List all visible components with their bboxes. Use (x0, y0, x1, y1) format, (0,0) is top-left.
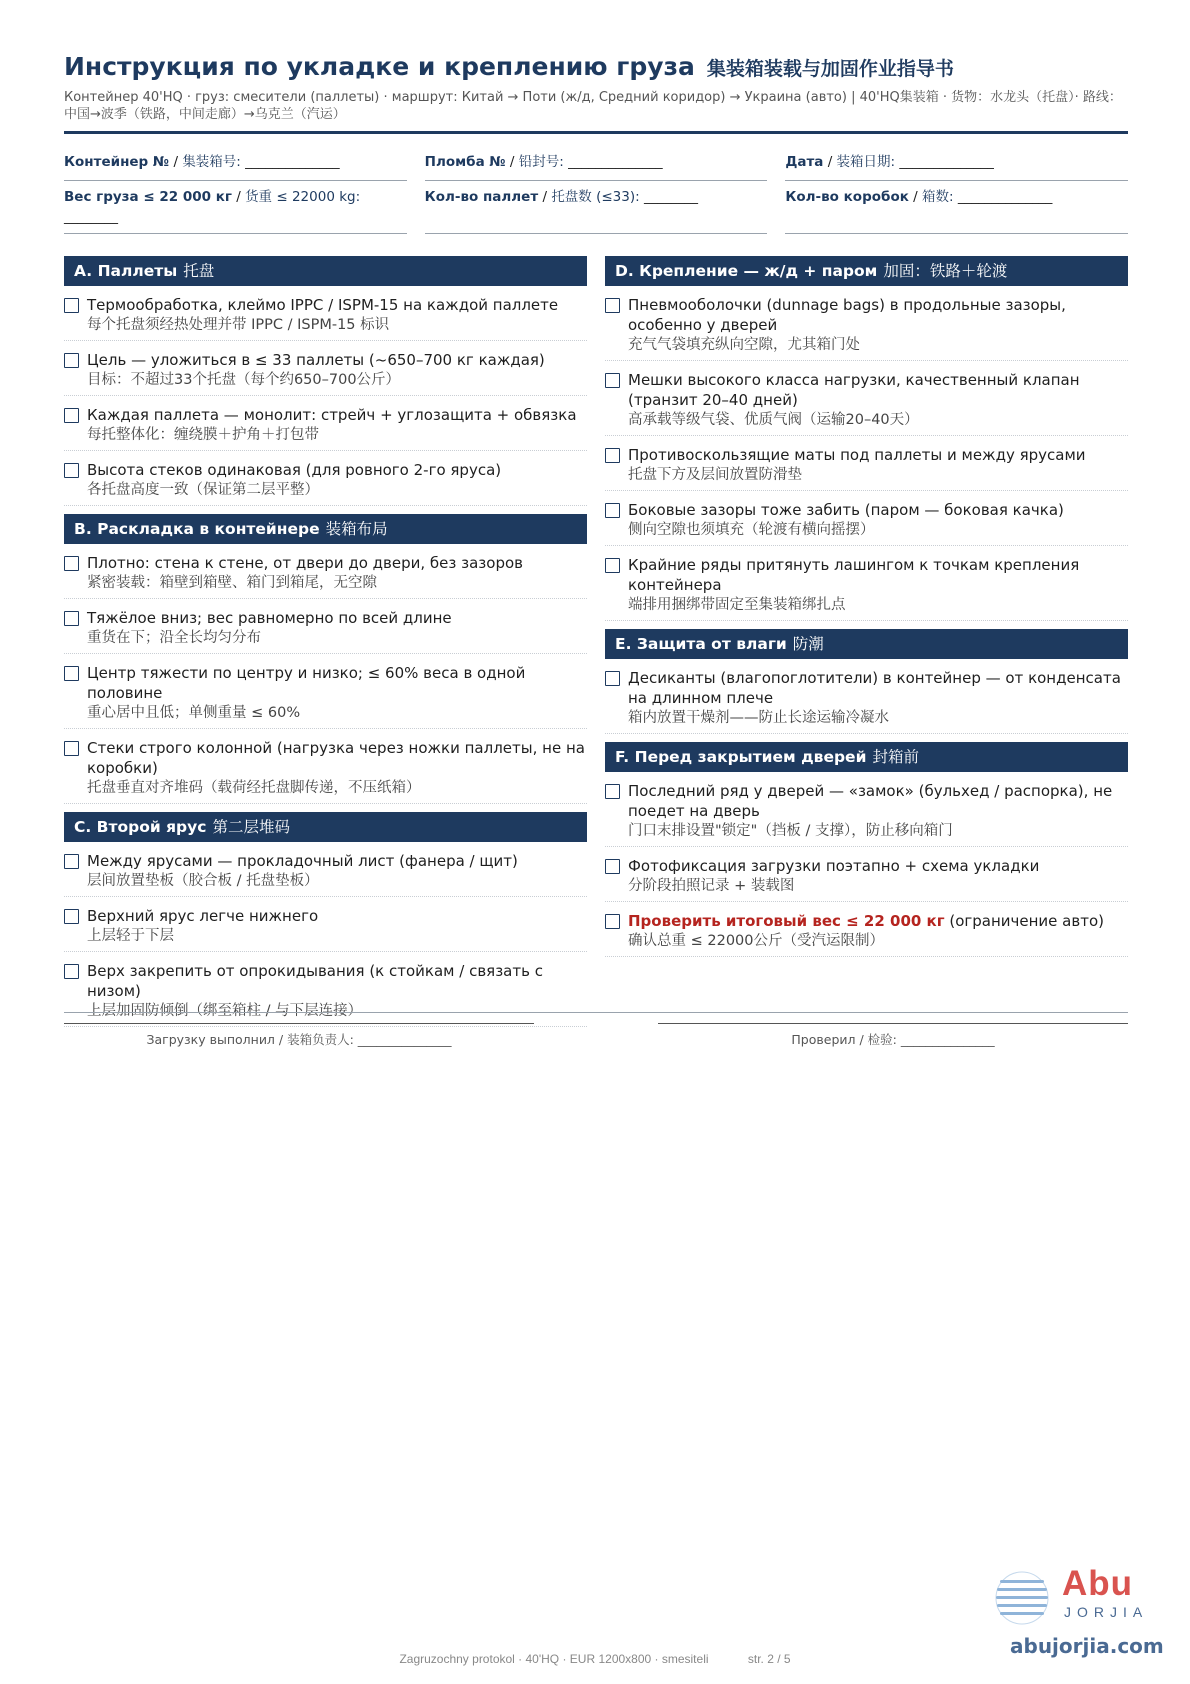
checkbox[interactable] (605, 859, 620, 874)
footer-doc-info: Zagruzochny protokol · 40'HQ · EUR 1200x800 · smesiteli (399, 1652, 709, 1666)
title-row (64, 52, 1128, 81)
header-fields (64, 146, 1128, 234)
signature-loaded-by[interactable]: Загрузку выполнил / 装箱负责人: _______________ (64, 1023, 534, 1048)
checkbox[interactable] (64, 741, 79, 756)
checkbox[interactable] (64, 611, 79, 626)
list-item: Мешки высокого класса нагрузки, качественный клапан (транзит 20–40 дней) 高承载等级气袋、优质气阀（运输20–40天） (605, 361, 1128, 436)
logo-url[interactable]: abujorjia.com (1010, 1634, 1164, 1658)
list-item: Последний ряд у дверей — «замок» (бульхед / распорка), не поедет на дверь 门口末排设置"锁定"（挡板 / 支撑），防止移向箱门 (605, 772, 1128, 847)
checkbox[interactable] (64, 556, 79, 571)
page-title-cn: 集装箱装载与加固作业指导书 (706, 58, 954, 80)
checkbox[interactable] (64, 298, 79, 313)
list-item: Цель — уложиться в ≤ 33 паллеты (~650–700 кг каждая) 目标：不超过33个托盘（每个约650–700公斤） (64, 341, 587, 396)
field-date[interactable]: Дата / 装箱日期: ______________ (785, 146, 1128, 181)
checkbox[interactable] (605, 298, 620, 313)
list-item: Боковые зазоры тоже забить (паром — боковая качка) 侧向空隙也须填充（轮渡有横向摇摆） (605, 491, 1128, 546)
field-pallets[interactable]: Кол-во паллет / 托盘数 (≤33): ________ (425, 181, 768, 234)
list-item: Десиканты (влагопоглотители) в контейнер — от конденсата на длинном плече 箱内放置干燥剂——防止长途运输冷凝水 (605, 659, 1128, 734)
checkbox[interactable] (64, 353, 79, 368)
section-f-header: F. Перед закрытием дверей 封箱前 (605, 742, 1128, 772)
section-e-header: E. Защита от влаги 防潮 (605, 629, 1128, 659)
list-item: Верх закрепить от опрокидывания (к стойкам / связать с низом) 上层加固防倾倒（绑至箱柱 / 与下层连接） (64, 952, 587, 1027)
checkbox[interactable] (64, 463, 79, 478)
checkbox[interactable] (64, 964, 79, 979)
checkbox[interactable] (64, 854, 79, 869)
right-column (605, 248, 1128, 1027)
section-c-header: C. Второй ярус 第二层堆码 (64, 812, 587, 842)
section-a-header: A. Паллеты 托盘 (64, 256, 587, 286)
signature-checked-by[interactable]: Проверил / 检验: _______________ (658, 1023, 1128, 1048)
checkbox[interactable] (605, 558, 620, 573)
checklist-columns (64, 248, 1128, 1027)
list-item: Противоскользящие маты под паллеты и между ярусами 托盘下方及层间放置防滑垫 (605, 436, 1128, 491)
page-footer (0, 1652, 1190, 1666)
list-item: Тяжёлое вниз; вес равномерно по всей длине 重货在下；沿全长均匀分布 (64, 599, 587, 654)
section-b-header: B. Раскладка в контейнере 装箱布局 (64, 514, 587, 544)
checkbox[interactable] (64, 666, 79, 681)
list-item: Плотно: стена к стене, от двери до двери, без зазоров 紧密装载：箱壁到箱壁、箱门到箱尾，无空隙 (64, 544, 587, 599)
document (64, 52, 1128, 1027)
checkbox[interactable] (605, 671, 620, 686)
list-item: Каждая паллета — монолит: стрейч + углозащита + обвязка 每托整体化：缠绕膜＋护角＋打包带 (64, 396, 587, 451)
list-item: Фотофиксация загрузки поэтапно + схема укладки 分阶段拍照记录 + 装载图 (605, 847, 1128, 902)
list-item: Пневмооболочки (dunnage bags) в продольные зазоры, особенно у дверей 充气气袋填充纵向空隙，尤其箱门处 (605, 286, 1128, 361)
page-title: Инструкция по укладке и креплению груза (64, 52, 695, 81)
checkbox[interactable] (64, 909, 79, 924)
list-item: Термообработка, клеймо IPPC / ISPM-15 на каждой паллете 每个托盘须经热处理并带 IPPC / ISPM-15 标识 (64, 286, 587, 341)
checkbox[interactable] (605, 448, 620, 463)
checkbox[interactable] (605, 373, 620, 388)
list-item: Крайние ряды притянуть лашингом к точкам крепления контейнера 端排用捆绑带固定至集装箱绑扎点 (605, 546, 1128, 621)
checkbox[interactable] (64, 408, 79, 423)
list-item: Стеки строго колонной (нагрузка через ножки паллеты, не на коробки) 托盘垂直对齐堆码（载荷经托盘脚传递，不压纸箱） (64, 729, 587, 804)
footer-page-number: str. 2 / 5 (747, 1652, 791, 1666)
field-weight[interactable]: Вес груза ≤ 22 000 кг / 货重 ≤ 22000 kg: ________ (64, 181, 407, 234)
signatures (64, 1012, 1128, 1048)
logo-name: Abu (1062, 1564, 1134, 1603)
checkbox[interactable] (605, 784, 620, 799)
list-item: Центр тяжести по центру и низко; ≤ 60% веса в одной половине 重心居中且低；单侧重量 ≤ 60% (64, 654, 587, 729)
logo-sub: JORJIA (1064, 1604, 1149, 1620)
checkbox[interactable] (605, 914, 620, 929)
list-item: Верхний ярус легче нижнего 上层轻于下层 (64, 897, 587, 952)
header-rule (64, 131, 1128, 134)
field-seal-no[interactable]: Пломба № / 铅封号: ______________ (425, 146, 768, 181)
list-item: Проверить итоговый вес ≤ 22 000 кг (ограничение авто) 确认总重 ≤ 22000公斤（受汽运限制） (605, 902, 1128, 957)
checkbox[interactable] (605, 503, 620, 518)
section-d-header: D. Крепление — ж/д + паром 加固：铁路＋轮渡 (605, 256, 1128, 286)
list-item: Высота стеков одинаковая (для ровного 2-го яруса) 各托盘高度一致（保证第二层平整） (64, 451, 587, 506)
weight-warning: Проверить итоговый вес ≤ 22 000 кг (628, 912, 945, 930)
field-boxes[interactable]: Кол-во коробок / 箱数: ______________ (785, 181, 1128, 234)
page-subtitle: Контейнер 40'HQ · груз: смесители (паллеты) · маршрут: Китай → Поти (ж/д, Средний коридор) → Украина (авто) | 40'HQ集装箱 · 货物：水龙头（托盘）· 路线：中国→波季（铁路，中间走廊）→乌克兰（汽运） (64, 90, 1122, 122)
list-item: Между ярусами — прокладочный лист (фанера / щит) 层间放置垫板（胶合板 / 托盘垫板） (64, 842, 587, 897)
field-container-no[interactable]: Контейнер № / 集装箱号: ______________ (64, 146, 407, 181)
left-column (64, 248, 587, 1027)
